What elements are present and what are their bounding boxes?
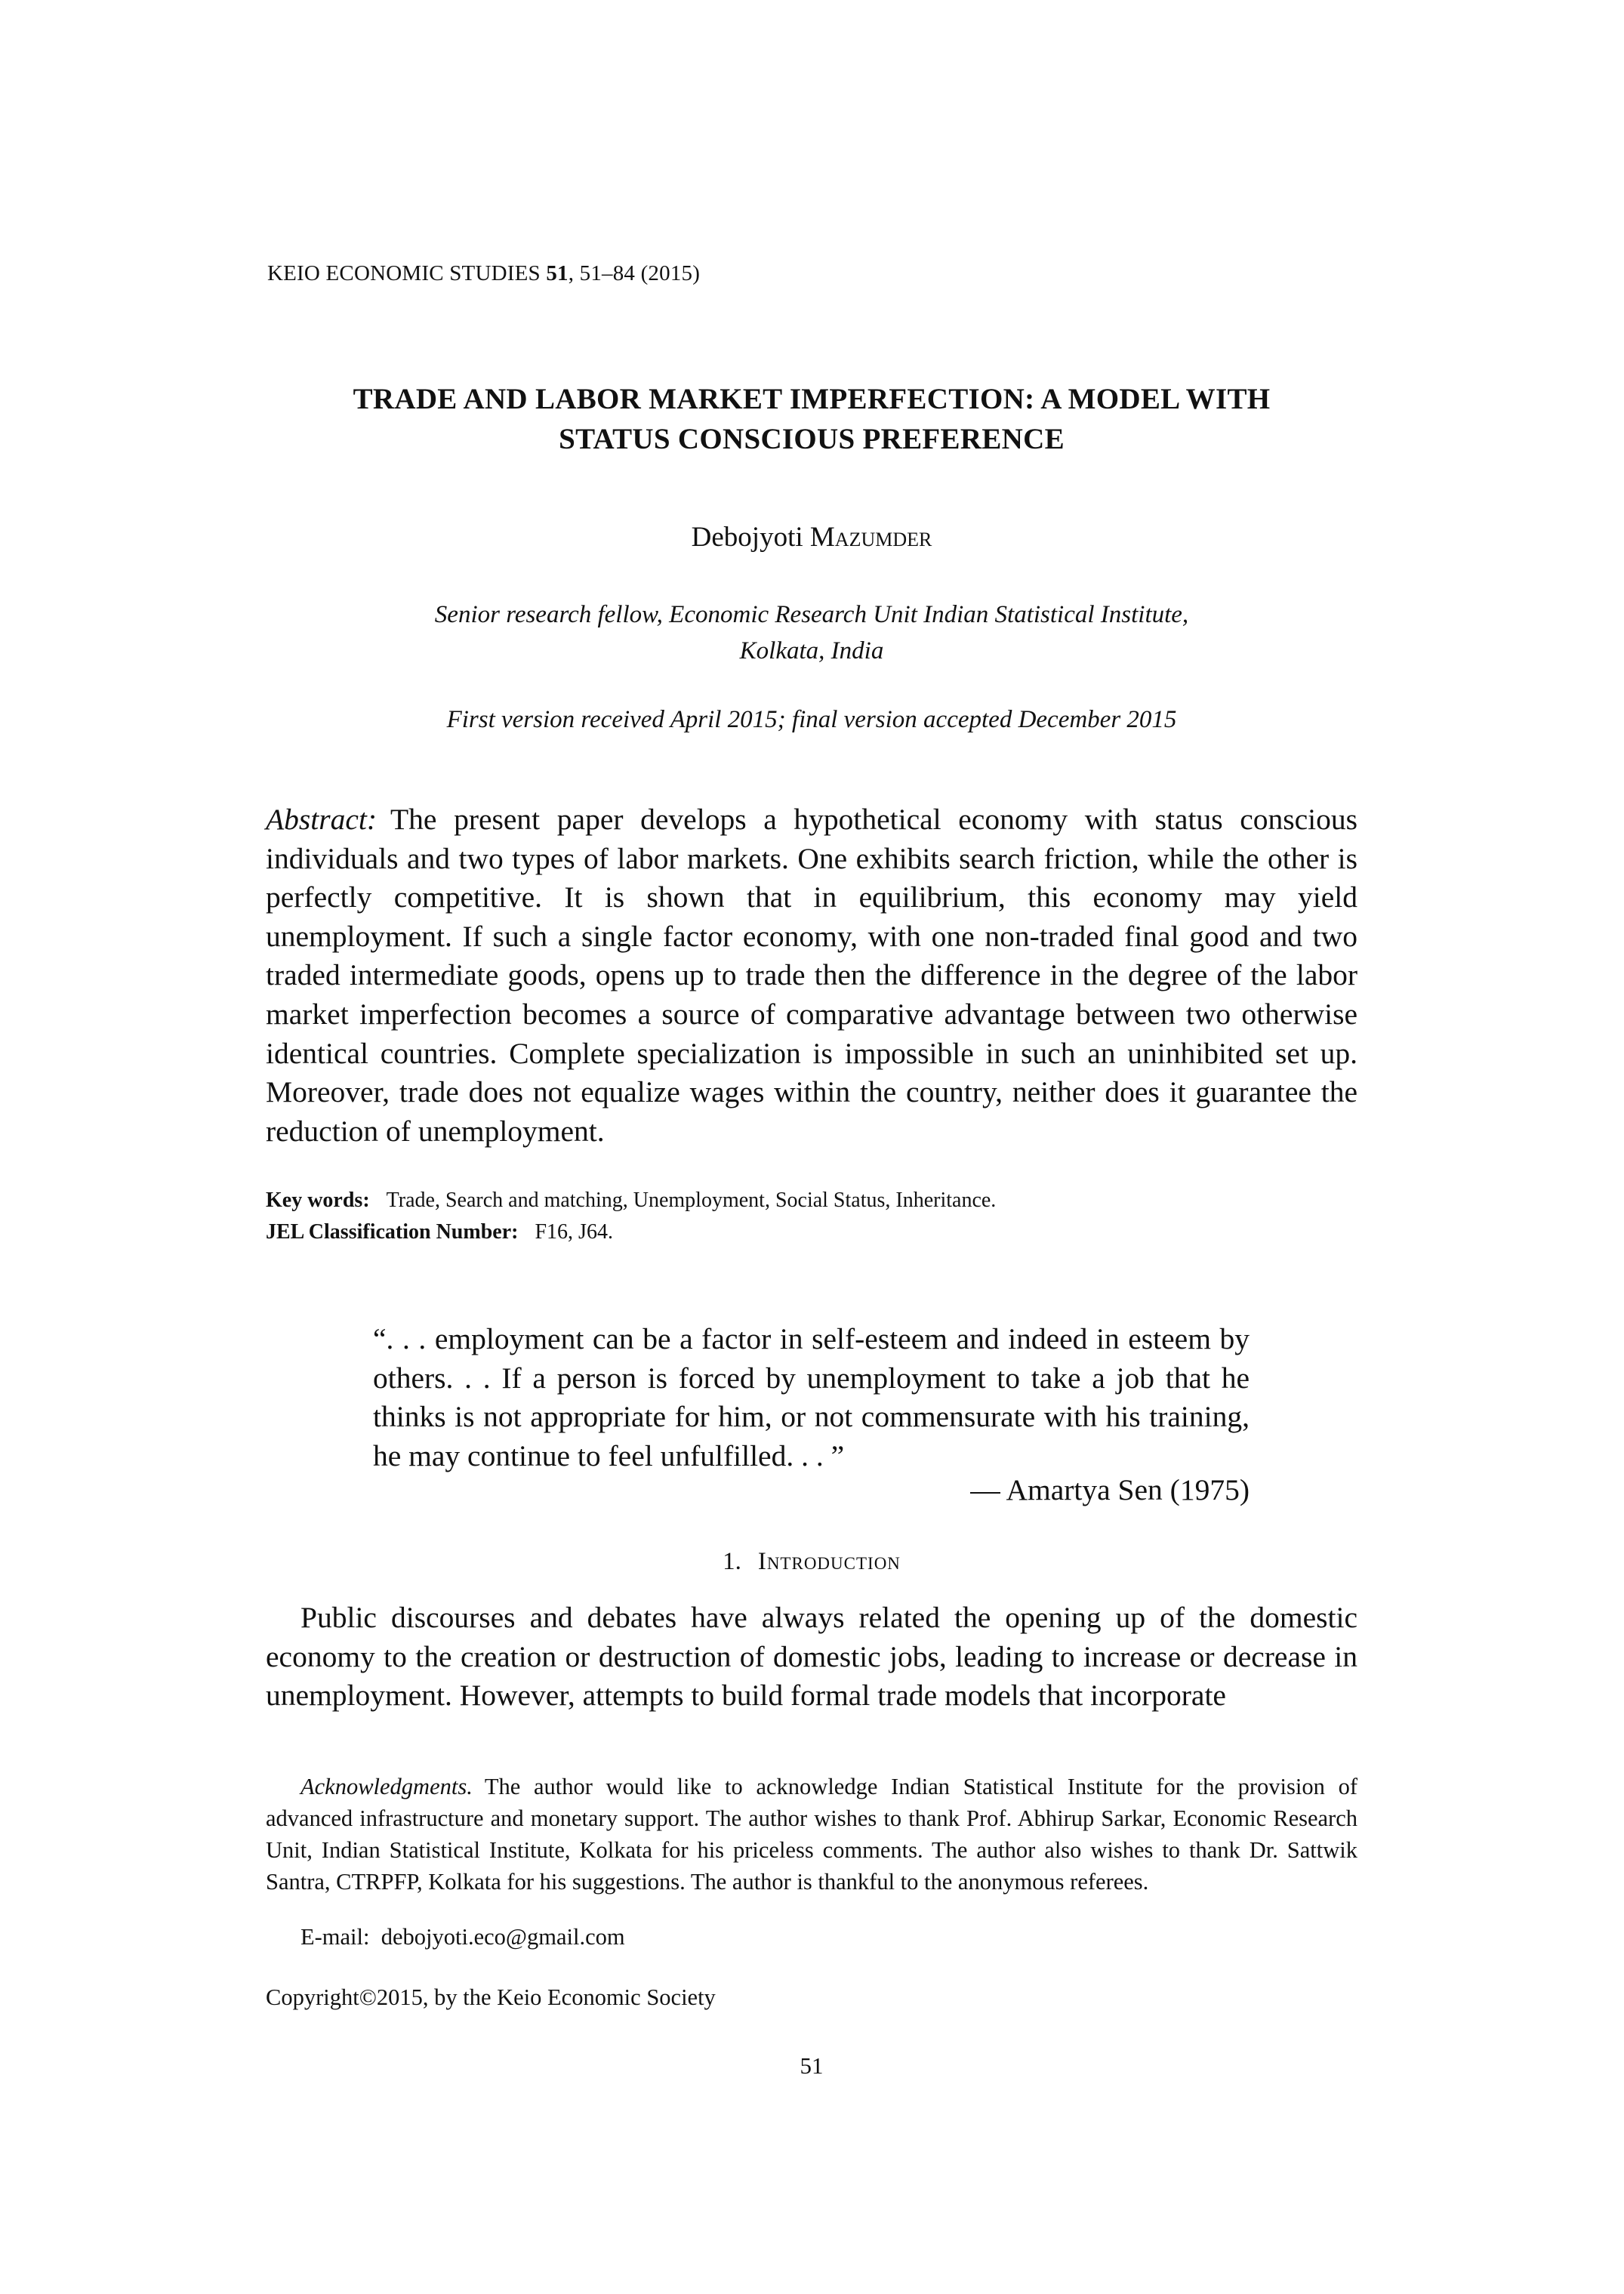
- page-number: 51: [800, 2052, 824, 2079]
- abstract-label: Abstract:: [266, 803, 377, 836]
- affiliation-line-2: Kolkata, India: [739, 637, 884, 664]
- epigraph-attribution: — Amartya Sen (1975): [970, 1473, 1250, 1506]
- jel-text: F16, J64.: [535, 1220, 613, 1244]
- epigraph-quote: “. . . employment can be a factor in self-esteem and indeed in esteem by others. . . If a person is forced by unemployment to take a job that he thinks is not appropriate for him, or not commensurate with his training, he may continue to feel unfulfilled. . . ”: [373, 1322, 1250, 1472]
- section-title: Introduction: [757, 1548, 901, 1575]
- acknowledgments-label: Acknowledgments.: [300, 1774, 473, 1799]
- abstract-text: The present paper develops a hypothetical economy with status conscious individuals and two types of labor markets. One exhibits search friction, while the other is perfectly competitive. It is shown that in equilibrium, this economy may yield unemployment. If such a single factor economy, with one non-traded final good and two traded intermediate goods, opens up to trade then the difference in the degree of the labor market imperfection becomes a source of comparative advantage between two otherwise identical countries. Complete specialization is impossible in such an uninhibited set up. Moreover, trade does not equalize wages within the country, neither does it guarantee the reduction of unemployment.: [266, 803, 1357, 1148]
- section-number: 1.: [723, 1548, 741, 1575]
- received-dates: First version received April 2015; final version accepted December 2015: [446, 706, 1177, 733]
- author-name: [257, 521, 1367, 553]
- paper-title-line-1: TRADE AND LABOR MARKET IMPERFECTION: A MODEL WITH: [353, 383, 1271, 415]
- keywords-label: Key words:: [266, 1189, 370, 1212]
- jel-line: [266, 1217, 1357, 1247]
- section-heading-introduction: [257, 1548, 1367, 1576]
- copyright-notice: Copyright©2015, by the Keio Economic Society: [266, 1984, 716, 2010]
- author-email: [300, 1924, 625, 1950]
- journal-pages-year: , 51–84 (2015): [568, 261, 701, 285]
- abstract: [266, 800, 1357, 1151]
- acknowledgments-text: The author would like to acknowledge Indian Statistical Institute for the provision of advanced infrastructure and monetary support. The author wishes to thank Prof. Abhirup Sarkar, Economic Research Unit, Indian Statistical Institute, Kolkata for his priceless comments. The author also wishes to thank Dr. Sattwik Santra, CTRPFP, Kolkata for his suggestions. The author is thankful to the anonymous referees.: [266, 1774, 1357, 1895]
- intro-paragraph: Public discourses and debates have always related the opening up of the domestic economy to the creation or destruction of domestic jobs, leading to increase or decrease in unemployment. However, attempts to build formal trade models that incorporate: [266, 1601, 1357, 1713]
- jel-label: JEL Classification Number:: [266, 1220, 519, 1244]
- journal-volume: 51: [546, 261, 569, 285]
- author-affiliation: [257, 597, 1367, 669]
- email-label: E-mail:: [300, 1924, 370, 1950]
- paper-title-line-2: STATUS CONSCIOUS PREFERENCE: [559, 423, 1065, 455]
- journal-header: [267, 261, 700, 286]
- keywords-block: [266, 1186, 1357, 1247]
- keywords-line: [266, 1186, 1357, 1216]
- keywords-text: Trade, Search and matching, Unemployment, Social Status, Inheritance.: [386, 1189, 997, 1212]
- paper-title: [257, 379, 1367, 459]
- journal-name: KEIO ECONOMIC STUDIES: [267, 261, 541, 285]
- affiliation-line-1: Senior research fellow, Economic Research Unit Indian Statistical Institute,: [434, 601, 1189, 628]
- author-family-name: Mazumder: [809, 522, 932, 553]
- email-address[interactable]: debojyoti.eco@gmail.com: [381, 1924, 625, 1950]
- author-given-name: Debojyoti: [691, 522, 803, 553]
- acknowledgments-footnote: [266, 1771, 1357, 1898]
